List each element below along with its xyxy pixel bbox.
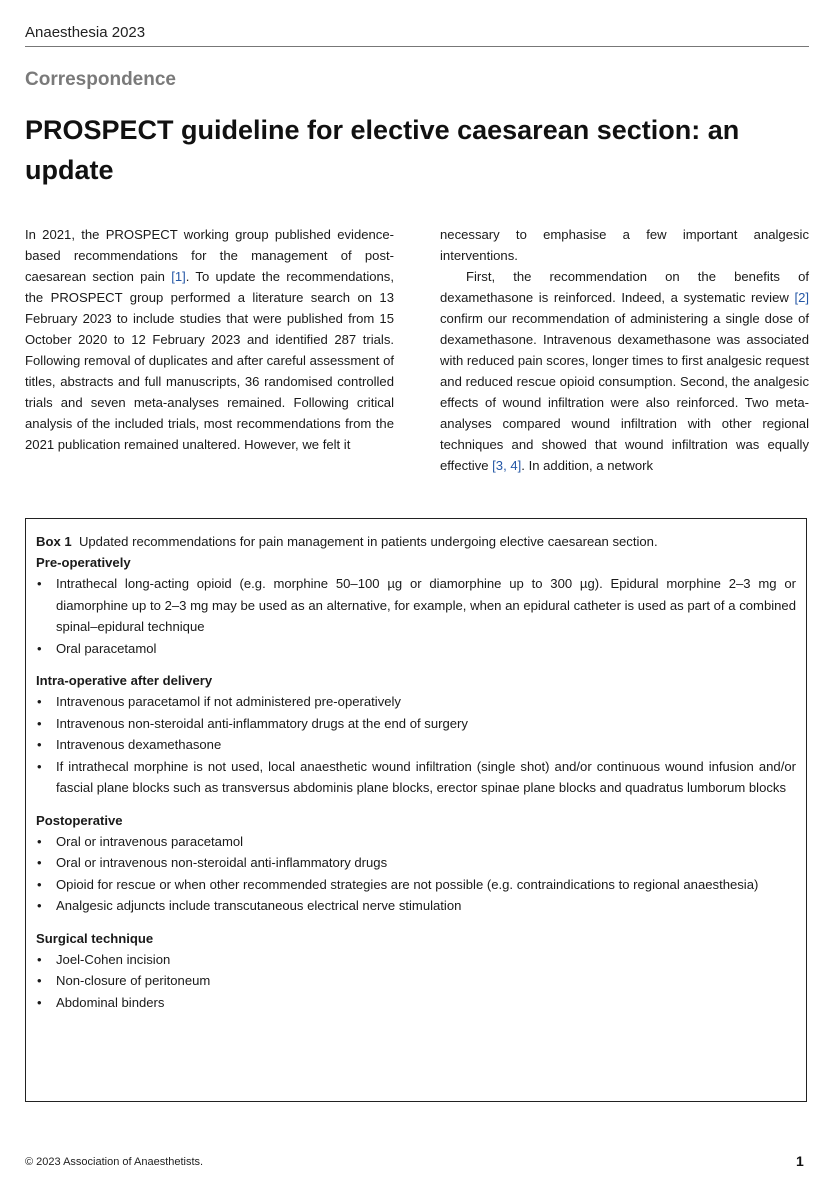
body-column-right (440, 224, 809, 476)
bullet-icon: • (37, 640, 42, 656)
bullet-icon: • (37, 758, 42, 774)
box-heading-pre-operatively: Pre-operatively (36, 555, 131, 570)
bullet-icon: • (37, 951, 42, 967)
paragraph: In 2021, the PROSPECT working group published evidence-based recommendations for the management of post-caesarean section pain [1]. To update the recommendations, the PROSPECT group performed a literature search on 13 February 2023 to include studies that were published from 15 October 2020 to 12 February 2023 and identified 287 trials. Following removal of duplicates and after careful assessment of titles, abstracts and full manuscripts, 36 randomised controlled trials and seven meta-analyses remained. Following critical analysis of the included trials, most recommendations from the 2021 publication remained unaltered. However, we felt it (25, 227, 394, 452)
citation-link[interactable]: [1] (171, 269, 186, 284)
list-item: • Intrathecal long-acting opioid (e.g. morphine 50–100 µg or diamorphine up to 300 µg). Epidural morphine 2–3 mg or diamorphine up to 2–3 mg may be used as an alternative, for example, when an epidural catheter is used as part of a combined spinal–epidural technique (36, 573, 796, 638)
section-label: Correspondence (25, 69, 176, 90)
bullet-icon: • (37, 715, 42, 731)
box-list-pre-operatively (36, 573, 796, 659)
list-item: • Abdominal binders (36, 992, 796, 1014)
box-heading-intra-operative: Intra-operative after delivery (36, 673, 213, 688)
bullet-icon: • (37, 994, 42, 1010)
list-item: • Intravenous non-steroidal anti-inflammatory drugs at the end of surgery (36, 713, 796, 735)
box-list-postoperative (36, 831, 796, 917)
bullet-icon: • (37, 876, 42, 892)
header-divider (25, 46, 809, 47)
recommendations-box (25, 518, 807, 1102)
box-list-intra-operative (36, 691, 796, 799)
body-column-left (25, 224, 394, 455)
journal-name: Anaesthesia 2023 (25, 24, 146, 41)
citation-link[interactable]: [3, 4] (492, 458, 522, 473)
bullet-icon: • (37, 576, 42, 591)
bullet-icon: • (37, 898, 42, 913)
box-list-surgical-technique (36, 949, 796, 1014)
page-number: 1 (796, 1153, 804, 1169)
paragraph: First, the recommendation on the benefits of dexamethasone is reinforced. Indeed, a systematic review [2] confirm our recommendation of administering a single dose of dexamethasone. Intravenous dexamethasone was associated with reduced pain scores, longer times to first analgesic request and reduced rescue opioid consumption. Second, the analgesic effects of wound infiltration were also reinforced. Two meta-analyses compared wound infiltration with other regional techniques and showed that wound infiltration was equally effective [3, 4]. In addition, a network (440, 269, 809, 473)
list-item: • If intrathecal morphine is not used, local anaesthetic wound infiltration (single shot) and/or continuous wound infusion and/or fascial plane blocks such as transversus abdominis plane blocks, erector spinae plane blocks and quadratus lumborum blocks (36, 756, 796, 799)
bullet-icon: • (37, 855, 42, 870)
citation-link[interactable]: [2] (794, 290, 809, 305)
box-label: Box 1 (36, 534, 72, 549)
paragraph: necessary to emphasise a few important analgesic interventions. (440, 227, 809, 263)
list-item: • Intravenous dexamethasone (36, 734, 796, 756)
list-item: • Oral or intravenous paracetamol (36, 831, 796, 853)
list-item: • Non-closure of peritoneum (36, 970, 796, 992)
list-item: • Oral paracetamol (36, 638, 796, 660)
list-item: • Intravenous paracetamol if not administered pre-operatively (36, 691, 796, 713)
bullet-icon: • (37, 737, 42, 752)
box-caption: Box 1 Updated recommendations for pain management in patients undergoing elective caesarean section. (36, 534, 658, 549)
bullet-icon: • (37, 833, 42, 849)
list-item: • Opioid for rescue or when other recommended strategies are not possible (e.g. contraindications to regional anaesthesia) (36, 874, 796, 896)
box-heading-surgical-technique: Surgical technique (36, 930, 154, 946)
bullet-icon: • (37, 694, 42, 709)
list-item: • Analgesic adjuncts include transcutaneous electrical nerve stimulation (36, 895, 796, 917)
bullet-icon: • (37, 973, 42, 988)
list-item: • Oral or intravenous non-steroidal anti-inflammatory drugs (36, 852, 796, 874)
article-title: PROSPECT guideline for elective caesarean section: an update (25, 115, 740, 185)
box-heading-postoperative: Postoperative (36, 812, 123, 828)
copyright-notice: © 2023 Association of Anaesthetists. (25, 1156, 204, 1168)
list-item: • Joel-Cohen incision (36, 949, 796, 971)
